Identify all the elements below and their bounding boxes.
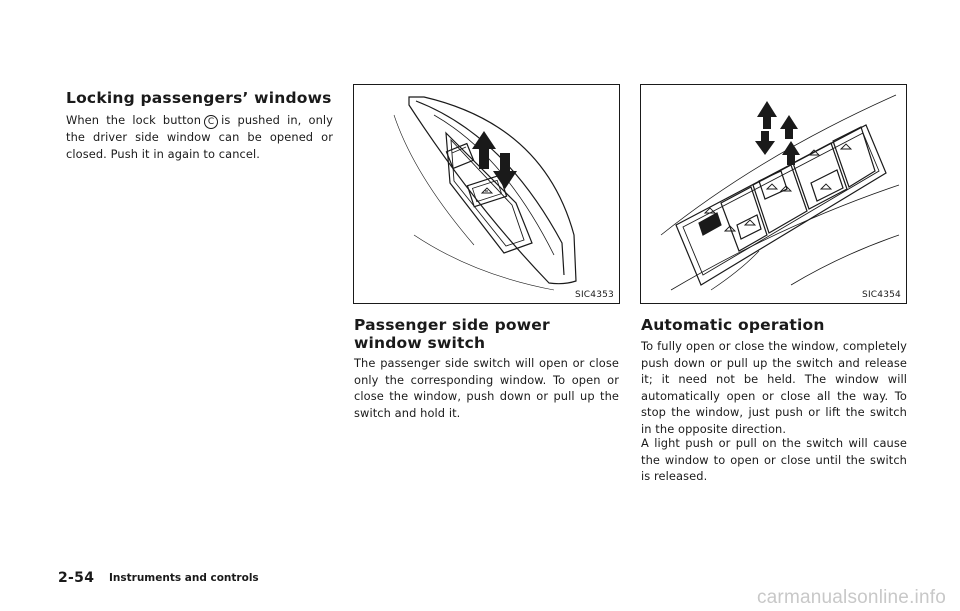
up-down-arrows [472,131,517,189]
locking-heading: Locking passengers’ windows [66,89,332,107]
section-name: Instruments and controls [109,572,259,584]
lock-button-marker-c: C [204,115,218,129]
page-number: 2-54 [58,570,95,586]
passenger-switch-paragraph: The passenger side switch will open or close only the corresponding window. To open or close the window, push down or pull up the switch and hold it. [354,356,619,420]
watermark: carmanualsonline.info [756,587,946,608]
figure-driver-switches [640,84,907,304]
locking-text-before: When the lock button [66,113,202,127]
figure-passenger-switch [353,84,620,304]
driver-switches-illustration [641,85,906,303]
automatic-operation-heading: Automatic operation [641,316,825,334]
figure-1-code: SIC4353 [575,290,614,300]
automatic-paragraph-2: A light push or pull on the switch will cause the window to open or close until the switch is released. [641,436,907,484]
passenger-switch-illustration [354,85,619,303]
locking-text-after: is pushed in, only the driver side window can be opened or closed. Push it in again to cancel. [66,113,333,161]
figure-2-code: SIC4354 [862,290,901,300]
locking-paragraph [66,112,333,162]
automatic-paragraph-1: To fully open or close the window, completely push down or pull up the switch and release it; it need not be held. The window will automatically open or close all the way. To stop the window, just push or lift the switch in the opposite direction. [641,339,907,436]
passenger-switch-heading: Passenger side power window switch [354,316,550,352]
